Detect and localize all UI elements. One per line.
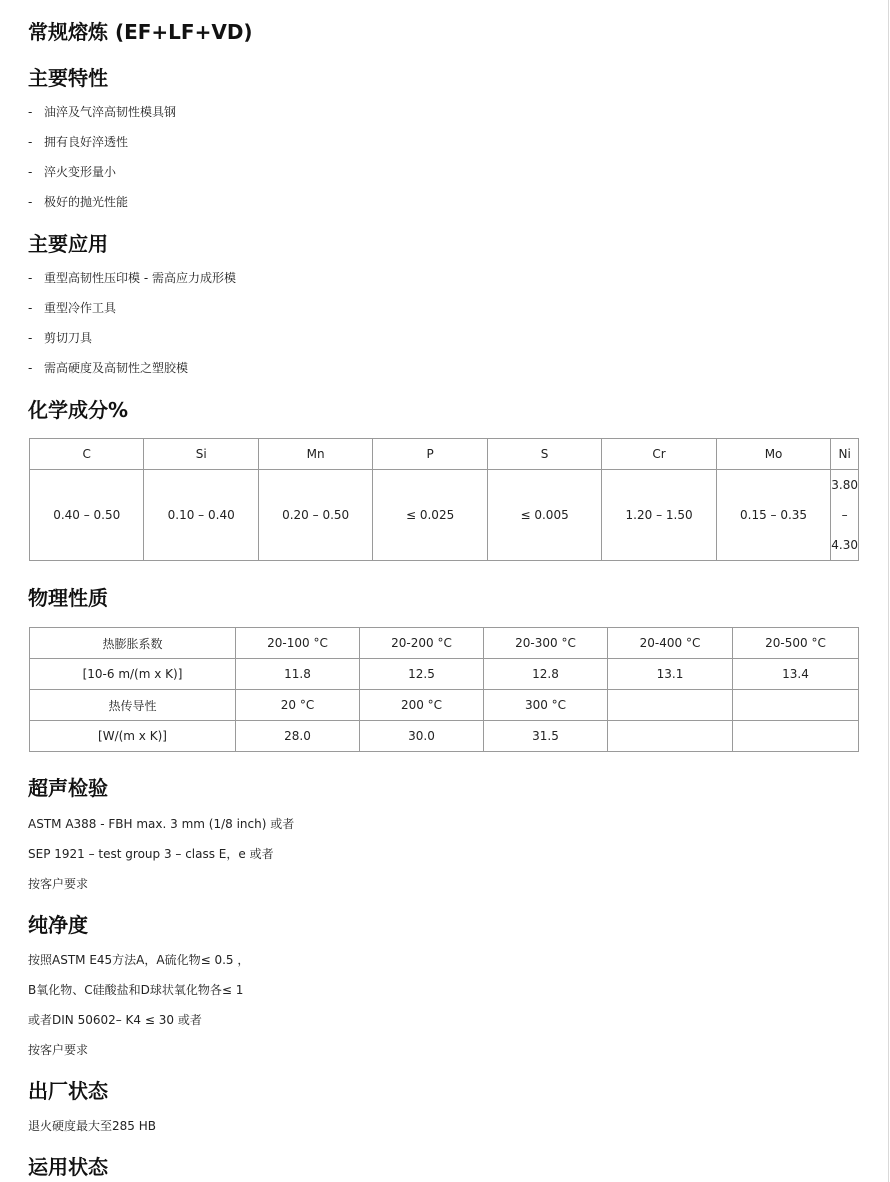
- features-heading: 主要特性: [28, 66, 108, 90]
- delivery-line: 退火硬度最大至285 HB: [28, 1119, 156, 1133]
- table-cell: 12.5: [360, 659, 484, 690]
- usage-heading: 运用状态: [28, 1155, 108, 1179]
- table-cell: 200 °C: [360, 690, 484, 721]
- ni-value-dash: –: [841, 508, 848, 522]
- table-cell: 31.5: [484, 721, 608, 752]
- table-cell: Ni: [831, 439, 859, 470]
- table-cell: [608, 690, 733, 721]
- table-cell: 28.0: [236, 721, 360, 752]
- table-cell: Si: [144, 439, 258, 470]
- table-cell: P: [373, 439, 488, 470]
- ultrasonic-line: SEP 1921 – test group 3 – class E，e 或者: [28, 847, 274, 861]
- page-edge-rule: [888, 0, 889, 1182]
- table-cell: 1.20 – 1.50: [602, 470, 716, 561]
- table-cell: [733, 690, 859, 721]
- table-cell: 0.20 – 0.50: [258, 470, 372, 561]
- application-item: - 需高硬度及高韧性之塑胶模: [28, 361, 189, 375]
- ultrasonic-line: ASTM A388 - FBH max. 3 mm (1/8 inch) 或者: [28, 817, 295, 831]
- table-cell: 13.1: [608, 659, 733, 690]
- table-cell: [733, 721, 859, 752]
- purity-line: 按照ASTM E45方法A，A硫化物≤ 0.5 ，: [28, 953, 250, 967]
- table-cell: 300 °C: [484, 690, 608, 721]
- table-cell: 0.15 – 0.35: [716, 470, 830, 561]
- table-cell: 20-100 °C: [236, 628, 360, 659]
- table-cell: 20-200 °C: [360, 628, 484, 659]
- table-cell: Cr: [602, 439, 716, 470]
- table-cell: ≤ 0.025: [373, 470, 488, 561]
- table-cell: 11.8: [236, 659, 360, 690]
- table-cell: C: [30, 439, 144, 470]
- table-cell: Mo: [716, 439, 830, 470]
- delivery-heading: 出厂状态: [28, 1079, 108, 1103]
- table-cell: ≤ 0.005: [487, 470, 602, 561]
- table-cell: [W/(m x K)]: [30, 721, 236, 752]
- chemistry-header-row: [30, 439, 859, 470]
- purity-line: B氧化物、C硅酸盐和D球状氧化物各≤ 1: [28, 983, 244, 997]
- table-cell: 0.10 – 0.40: [144, 470, 258, 561]
- table-cell: 20-300 °C: [484, 628, 608, 659]
- table-cell: 20-400 °C: [608, 628, 733, 659]
- table-cell: 20 °C: [236, 690, 360, 721]
- ni-value-min: 3.80: [831, 478, 858, 492]
- table-cell: 0.40 – 0.50: [30, 470, 144, 561]
- table-cell: 热传导性: [30, 690, 236, 721]
- table-cell: 12.8: [484, 659, 608, 690]
- ni-value-max: 4.30: [831, 538, 858, 552]
- chemistry-table: [29, 438, 859, 561]
- table-cell: [10-6 m/(m x K)]: [30, 659, 236, 690]
- table-cell: 30.0: [360, 721, 484, 752]
- table-row: [30, 628, 859, 659]
- table-cell: Mn: [258, 439, 372, 470]
- table-row: [30, 721, 859, 752]
- feature-item: - 淬火变形量小: [28, 165, 117, 179]
- table-row: [30, 659, 859, 690]
- ultrasonic-heading: 超声检验: [28, 776, 108, 800]
- page-title: 常规熔炼 (EF+LF+VD): [28, 20, 253, 44]
- table-row: [30, 690, 859, 721]
- applications-heading: 主要应用: [28, 232, 108, 256]
- chemistry-value-row: [30, 470, 859, 561]
- table-cell: 热膨胀系数: [30, 628, 236, 659]
- physical-properties-table: [29, 627, 859, 752]
- purity-line: 按客户要求: [28, 1043, 89, 1057]
- table-cell-ni: [831, 470, 859, 561]
- table-cell: S: [487, 439, 602, 470]
- application-item: - 剪切刀具: [28, 331, 93, 345]
- feature-item: - 拥有良好淬透性: [28, 135, 129, 149]
- table-cell: 13.4: [733, 659, 859, 690]
- chemistry-heading: 化学成分%: [28, 398, 129, 422]
- feature-item: - 极好的抛光性能: [28, 195, 129, 209]
- physical-heading: 物理性质: [28, 586, 108, 610]
- table-cell: 20-500 °C: [733, 628, 859, 659]
- purity-heading: 纯净度: [28, 913, 88, 937]
- application-item: - 重型冷作工具: [28, 301, 117, 315]
- ultrasonic-line: 按客户要求: [28, 877, 89, 891]
- feature-item: - 油淬及气淬高韧性模具钢: [28, 105, 177, 119]
- application-item: - 重型高韧性压印模 - 需高应力成形模: [28, 271, 236, 285]
- table-cell: [608, 721, 733, 752]
- purity-line: 或者DIN 50602– K4 ≤ 30 或者: [28, 1013, 202, 1027]
